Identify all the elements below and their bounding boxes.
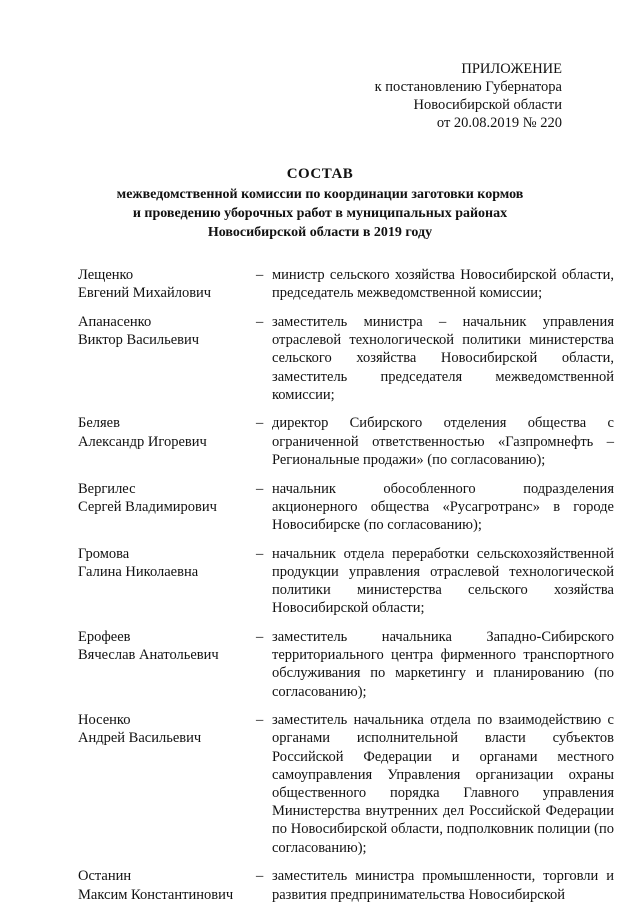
member-entry <box>78 711 618 857</box>
heading-line-1: межведомственной комиссии по координации заготовки кормов <box>116 187 524 202</box>
member-role: заместитель начальника Западно-Сибирского территориального центра фирменного транспортного обслуживания по маркетингу и планированию (по согласованию); <box>272 628 614 700</box>
member-name <box>78 266 256 302</box>
member-entry <box>78 313 618 404</box>
member-surname: Вергилес <box>78 480 136 497</box>
member-name <box>78 480 256 535</box>
document-title: СОСТАВ <box>286 166 354 182</box>
member-entry <box>78 545 618 618</box>
member-surname: Носенко <box>78 712 131 729</box>
heading-line-2: и проведению уборочных работ в муниципальных районах <box>132 206 508 221</box>
member-given-names: Андрей Васильевич <box>78 730 202 747</box>
appendix-header <box>322 60 562 132</box>
appendix-label: ПРИЛОЖЕНИЕ <box>461 61 562 77</box>
member-dash: – <box>256 480 264 497</box>
member-surname: Беляев <box>78 415 120 432</box>
member-role: министр сельского хозяйства Новосибирской области, председатель межведомственной комиссии; <box>272 267 614 302</box>
member-entry <box>78 414 618 469</box>
member-entry <box>78 480 618 535</box>
member-name <box>78 545 256 618</box>
member-dash: – <box>256 628 264 645</box>
appendix-date-number: от 20.08.2019 № 220 <box>436 115 562 131</box>
member-dash: – <box>256 267 264 283</box>
member-name <box>78 313 256 404</box>
member-dash: – <box>256 868 264 885</box>
member-given-names: Галина Николаевна <box>78 563 199 580</box>
member-role: заместитель министра – начальник управления отраслевой технологической политики министерства сельского хозяйства Новосибирской области, заместитель председателя межведомственной комиссии; <box>272 313 614 403</box>
members-list <box>78 266 618 914</box>
document-heading <box>60 165 580 242</box>
member-dash: – <box>256 313 264 330</box>
member-dash: – <box>256 545 264 562</box>
member-surname: Останин <box>78 868 132 885</box>
member-surname: Ерофеев <box>78 628 131 645</box>
member-surname: Лещенко <box>78 267 134 283</box>
member-name <box>78 414 256 469</box>
member-given-names: Виктор Васильевич <box>78 332 200 349</box>
member-surname: Громова <box>78 545 130 562</box>
appendix-resolution-ref: к постановлению Губернатора <box>374 79 562 95</box>
member-given-names: Александр Игоревич <box>78 433 207 450</box>
member-entry <box>78 266 618 302</box>
member-role: заместитель министра промышленности, торговли и развития предпринимательства Новосибирской <box>272 868 614 903</box>
member-role: заместитель начальника отдела по взаимодействию с органами исполнительной власти субъектов Российской Федерации и органами местного самоуправления Управления организации охраны общественного порядка Главного управления Министерства внутренних дел Российской Федерации по Новосибирской области, подполковник полиции (по согласованию); <box>272 712 614 856</box>
member-role: начальник отдела переработки сельскохозяйственной продукции управления отраслевой технологической политики министерства сельского хозяйства Новосибирской области; <box>272 545 614 617</box>
member-role: начальник обособленного подразделения акционерного общества «Русагротранс» в городе Новосибирске (по согласованию); <box>272 480 614 533</box>
member-given-names: Максим Константинович <box>78 886 234 903</box>
member-role: директор Сибирского отделения общества с ограниченной ответственностью «Газпромнефть – Региональные продажи» (по согласованию); <box>272 415 614 468</box>
appendix-region: Новосибирской области <box>413 97 562 113</box>
member-name <box>78 711 256 857</box>
member-name <box>78 628 256 701</box>
member-entry <box>78 628 618 701</box>
member-name <box>78 867 256 903</box>
heading-line-3: Новосибирской области в 2019 году <box>207 225 433 240</box>
member-dash: – <box>256 712 264 729</box>
member-surname: Апанасенко <box>78 313 152 330</box>
member-given-names: Евгений Михайлович <box>78 285 212 302</box>
member-dash: – <box>256 415 264 432</box>
member-entry <box>78 867 618 903</box>
member-given-names: Сергей Владимирович <box>78 498 217 515</box>
member-given-names: Вячеслав Анатольевич <box>78 647 219 664</box>
